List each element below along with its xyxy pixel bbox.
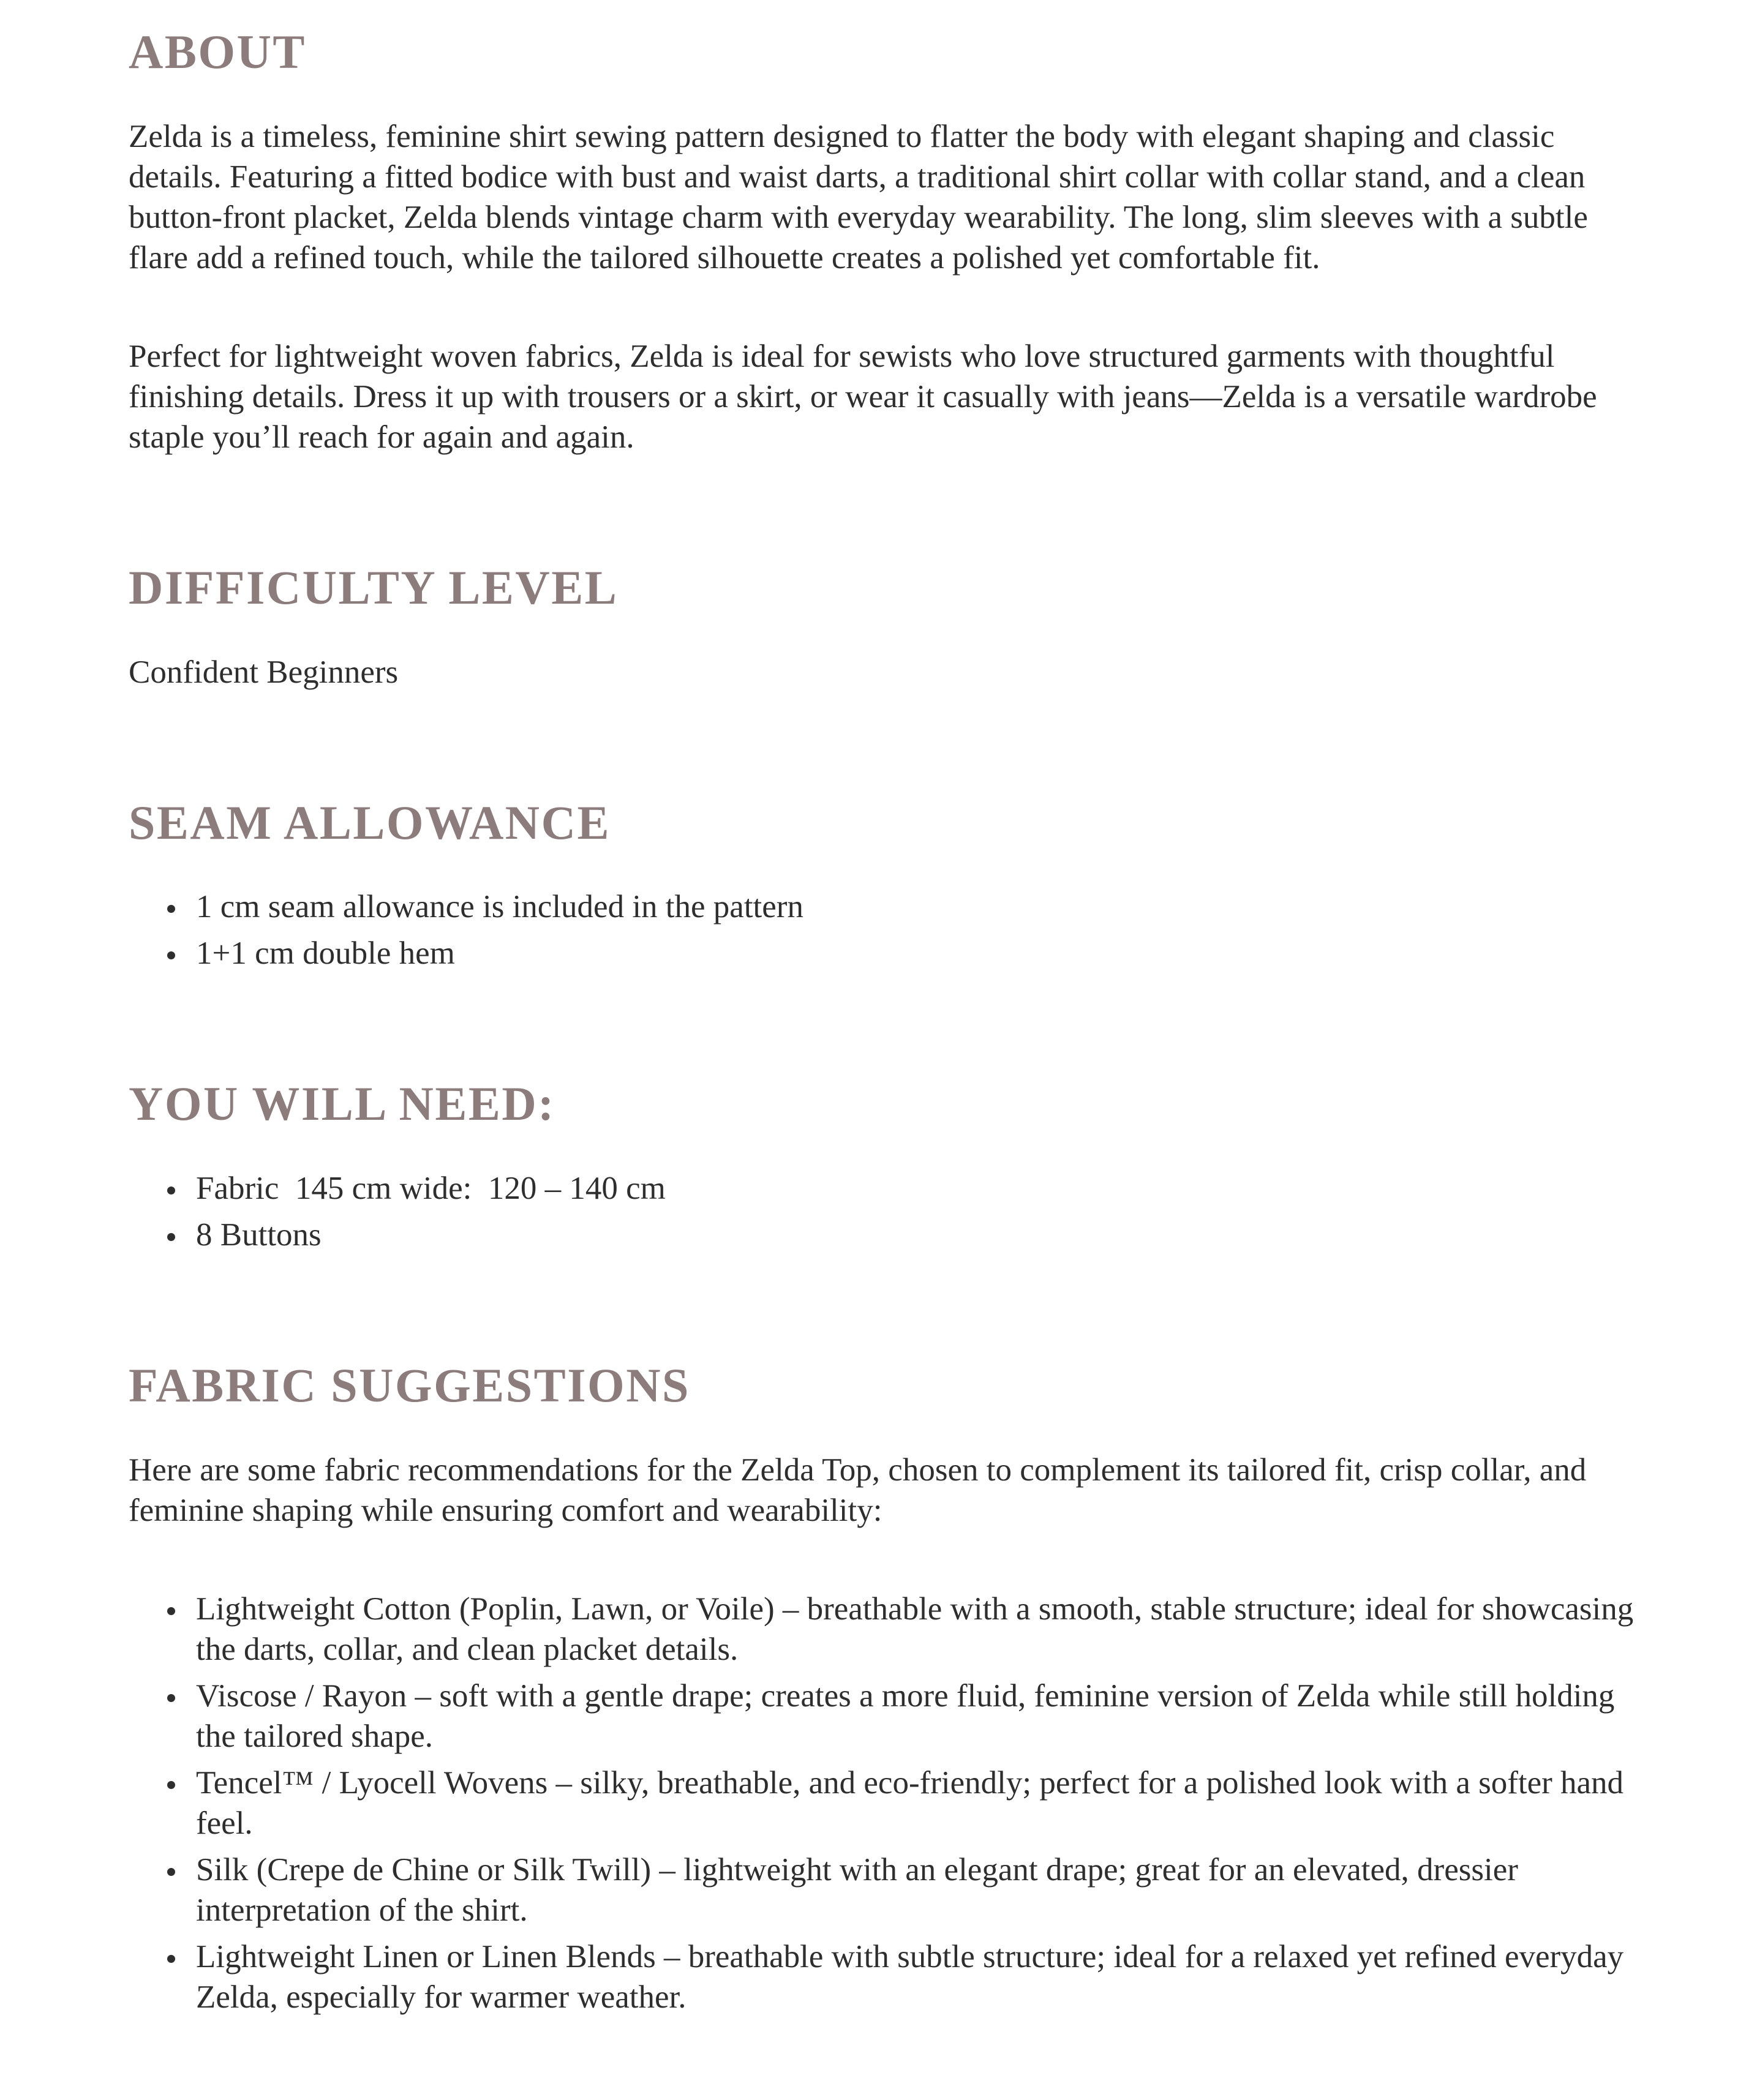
- you-will-need-item: • 8 Buttons: [187, 1215, 1635, 1255]
- difficulty-level-value: Confident Beginners: [129, 654, 399, 690]
- fabric-suggestions-intro: Here are some fabric recommendations for the Zelda Top, chosen to complement its tailored fit, crisp collar, and feminine shaping while ensuring comfort and wearability:: [129, 1452, 1595, 1528]
- section-you-will-need: [129, 1078, 1635, 1255]
- fabric-suggestion-item: • Tencel™ / Lyocell Wovens – silky, breathable, and eco-friendly; perfect for a polished look with a softer hand feel.: [187, 1763, 1635, 1843]
- page-content: [129, 25, 1642, 2017]
- about-paragraph-2: Perfect for lightweight woven fabrics, Zelda is ideal for sewists who love structured garments with thoughtful finishing details. Dress it up with trousers or a skirt, or wear it casually with jeans—Zelda is a versatile wardrobe staple you’ll reach for again and again.: [129, 338, 1605, 455]
- you-will-need-item: • Fabric 145 cm wide: 120 – 140 cm: [187, 1168, 1635, 1209]
- fabric-suggestions-list: [129, 1589, 1642, 2017]
- section-seam-allowance: [129, 797, 1635, 974]
- fabric-suggestion-item: • Viscose / Rayon – soft with a gentle drape; creates a more fluid, feminine version of Zelda while still holding the tailored shape.: [187, 1676, 1635, 1757]
- fabric-suggestion-item: • Lightweight Cotton (Poplin, Lawn, or Voile) – breathable with a smooth, stable structure; ideal for showcasing the darts, collar, and clean placket details.: [187, 1589, 1635, 1670]
- fabric-suggestion-item: • Silk (Crepe de Chine or Silk Twill) – lightweight with an elegant drape; great for an elevated, dressier interpretation of the shirt.: [187, 1850, 1635, 1930]
- seam-allowance-item: • 1+1 cm double hem: [187, 933, 1635, 973]
- section-about: [129, 26, 1635, 457]
- difficulty-level-heading: DIFFICULTY LEVEL: [129, 560, 619, 614]
- about-paragraph-1: Zelda is a timeless, feminine shirt sewing pattern designed to flatter the body with elegant shaping and classic details. Featuring a fitted bodice with bust and waist darts, a traditional shirt collar with collar stand, and a clean button-front placket, Zelda blends vintage charm with everyday wearability. The long, slim sleeves with a subtle flare add a refined touch, while the tailored silhouette creates a polished yet comfortable fit.: [129, 118, 1597, 276]
- seam-allowance-heading: SEAM ALLOWANCE: [129, 795, 611, 849]
- seam-allowance-item: • 1 cm seam allowance is included in the pattern: [187, 887, 1635, 927]
- fabric-suggestions-heading: FABRIC SUGGESTIONS: [129, 1359, 690, 1412]
- section-difficulty-level: [129, 561, 1635, 692]
- fabric-suggestion-item: • Lightweight Linen or Linen Blends – breathable with subtle structure; ideal for a relaxed yet refined everyday Zelda, especially for warmer weather.: [187, 1937, 1635, 2017]
- you-will-need-heading: YOU WILL NEED:: [129, 1077, 555, 1131]
- section-fabric-suggestions: [129, 1359, 1642, 2017]
- seam-allowance-list: [129, 887, 1635, 973]
- about-heading: ABOUT: [129, 25, 306, 78]
- you-will-need-list: [129, 1168, 1635, 1255]
